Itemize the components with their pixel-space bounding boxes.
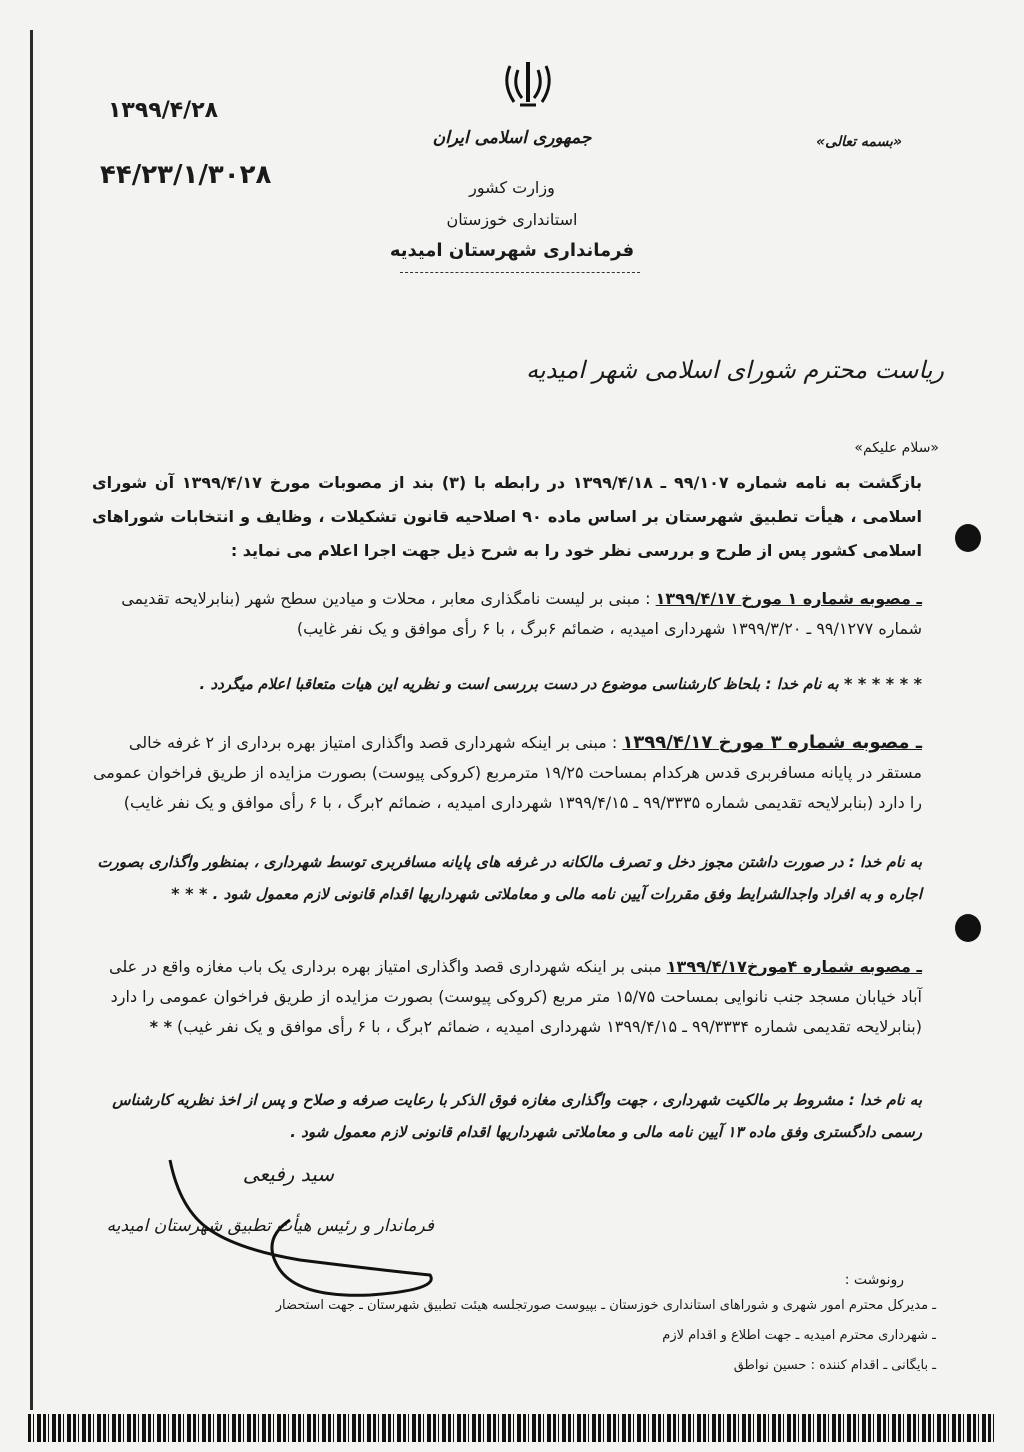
signer-name: سید رفیعی [242,1162,334,1186]
republic-heading: جمهوری اسلامی ایران [432,128,592,148]
intro-paragraph: بازگشت به نامه شماره ۹۹/۱۰۷ ـ ۱۳۹۹/۴/۱۸ در رابطه با (۳) بند از مصوبات مورخ ۱۳۹۹/۴/۱۷ آن شورای اسلامی ، هیأت تطبیق شهرستان بر اساس ماده ۹۰ اصلاحیه قانون تشکیلات ، وظایف و انتخابات شوراهای اسلامی کشور پس از طرح و بررسی نظر خود را به شرح ذیل جهت اجرا اعلام می نماید : [92,473,922,560]
salutation: «سلام علیکم» [854,440,939,456]
province-heading: استانداری خوزستان [446,210,578,229]
resolution-1-heading: ـ مصوبه شماره ۱ مورخ ۱۳۹۹/۴/۱۷ [655,589,922,608]
note-3-label: به نام خدا : [848,853,922,871]
resolution-item-4 [92,952,922,1042]
bismillah-text: «بسمه تعالی» [816,134,902,150]
note-4-stars: * * [149,1017,172,1036]
letter-number: ۴۴/۲۳/۱/۳۰۲۸ [100,160,272,190]
cc-line-2: ـ شهرداری محترم امیدیه ـ جهت اطلاع و اقدام لازم [662,1328,936,1343]
resolution-1-body: : مبنی بر لیست نامگذاری معابر ، محلات و میادین سطح شهر (بنابرلایحه تقدیمی شماره ۹۹/۱۲۷۷ ـ ۱۳۹۹/۳/۲۰ شهرداری امیدیه ، ضمائم ۶برگ ، با ۶ رأی موافق و یک نفر غایب) [121,589,922,638]
signer-title: فرماندار و رئیس هیأت تطبیق شهرستان امیدیه [106,1216,434,1236]
note-3-stars: * * * [171,884,208,903]
note-1-stars: * * * * * * [843,674,922,693]
resolution-4-opinion [92,1084,922,1148]
barcode-strip [28,1414,994,1442]
punch-hole-mark [955,524,981,552]
ministry-heading: وزارت کشور [469,178,555,197]
resolution-4-body: مبنی بر اینکه شهرداری قصد واگذاری امتیاز بهره برداری یک باب مغازه واقع در علی آباد خیابان مسجد جنب نانوایی بمساحت ۱۵/۷۵ متر مربع (کروکی پیوست) بصورت مزایده از طریق فراخوان عمومی را دارد (بنابرلایحه تقدیمی شماره ۹۹/۳۳۳۴ ـ ۱۳۹۹/۴/۱۵ شهرداری امیدیه ، ضمائم ۲برگ ، با ۶ رأی موافق و یک نفر غیب) [109,957,922,1036]
note-4-label: به نام خدا : [848,1091,922,1109]
resolution-3-body: : مبنی بر اینکه شهرداری قصد واگذاری امتیاز بهره برداری از ۲ غرفه خالی مستقر در پایانه مسافربری قدس هرکدام بمساحت ۱۹/۲۵ مترمربع (کروکی پیوست) بصورت مزایده از طریق فراخوان عمومی را دارد (بنابرلایحه تقدیمی شماره ۹۹/۳۳۳۵ ـ ۱۳۹۹/۴/۱۵ شهرداری امیدیه ، ضمائم ۲برگ ، با ۶ رأی موافق و یک نفر غایب) [92,733,922,812]
resolution-1-opinion [92,668,922,700]
letter-date: ۱۳۹۹/۴/۲۸ [108,98,219,123]
addressee: ریاست محترم شورای اسلامی شهر امیدیه [526,356,944,384]
resolution-item-1 [92,584,922,644]
note-3-text: در صورت داشتن مجوز دخل و تصرف مالکانه در غرفه های پایانه مسافربری توسط شهرداری ، بمنظور واگذاری بصورت اجاره و به افراد واجدالشرایط وفق مقررات آیین نامه مالی و معاملاتی شهرداریها اقدام قانونی لازم معمول شود . [97,853,922,903]
left-margin-rule [30,30,33,1410]
header-divider [400,272,640,273]
note-4-text: مشروط بر مالکیت شهرداری ، جهت واگذاری مغازه فوق الذکر با رعایت صرفه و صلاح و پس از اخذ نظریه کارشناس رسمی دادگستری وفق ماده ۱۳ آیین نامه مالی و معاملاتی شهرداریها اقدام قانونی لازم معمول شود . [112,1091,922,1141]
iran-emblem-icon [500,58,556,110]
note-1-text: بلحاظ کارشناسی موضوع در دست بررسی است و نظریه این هیات متعاقبا اعلام میگردد . [199,675,761,693]
note-1-label: به نام خدا : [765,675,839,693]
resolution-item-3 [92,728,922,818]
cc-line-3: ـ بایگانی ـ اقدام کننده : حسین نواطق [733,1358,936,1373]
resolution-4-heading: ـ مصوبه شماره ۴مورخ۱۳۹۹/۴/۱۷ [666,957,922,976]
punch-hole-mark [955,914,981,942]
governorate-heading: فرمانداری شهرستان امیدیه [389,240,635,261]
cc-heading: رونوشت : [844,1272,904,1288]
cc-line-1: ـ مدیرکل محترم امور شهری و شوراهای استانداری خوزستان ـ بپیوست صورتجلسه هیئت تطبیق شهرستان ـ جهت استحضار [275,1298,936,1313]
resolution-3-opinion [92,846,922,910]
resolution-3-heading: ـ مصوبه شماره ۳ مورخ ۱۳۹۹/۴/۱۷ [622,732,922,753]
